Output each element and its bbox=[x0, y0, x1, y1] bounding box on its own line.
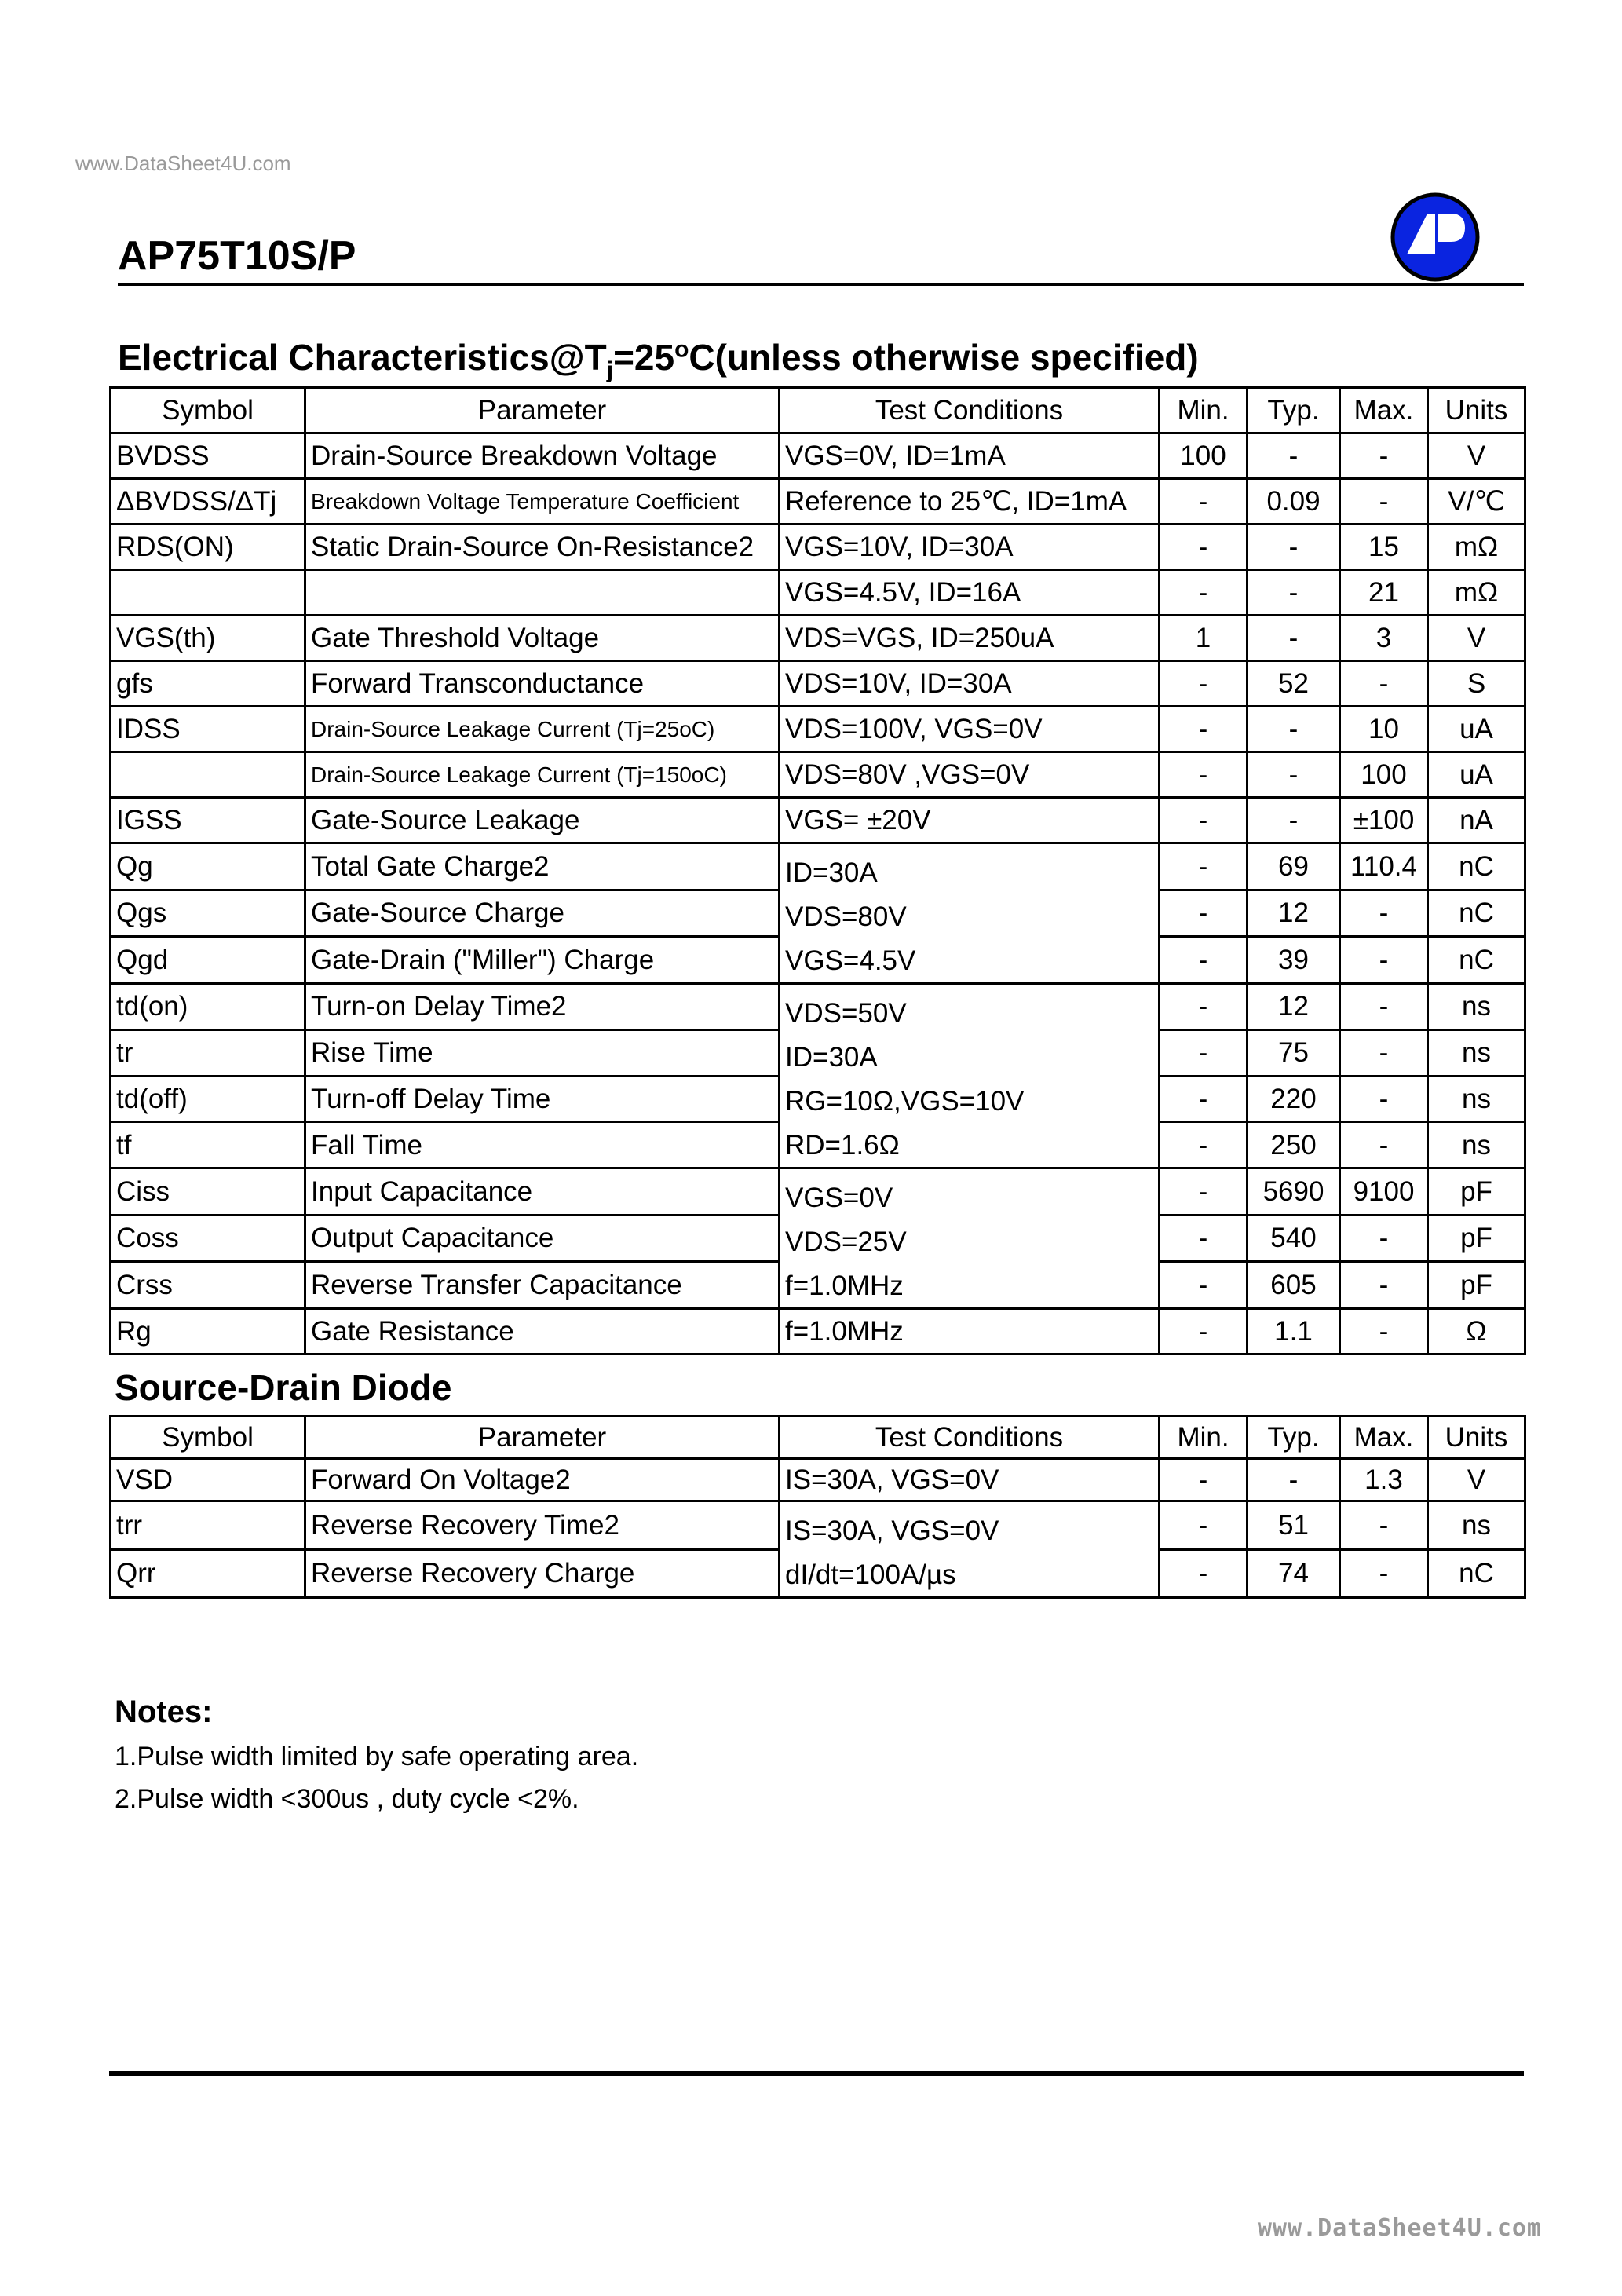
column-header: Max. bbox=[1340, 1417, 1428, 1459]
symbol-cell: Crss bbox=[111, 1262, 305, 1309]
units-cell: uA bbox=[1428, 707, 1525, 752]
max-cell: - bbox=[1340, 479, 1428, 525]
max-cell: - bbox=[1340, 1076, 1428, 1122]
max-cell: 110.4 bbox=[1340, 843, 1428, 890]
symbol-cell: td(off) bbox=[111, 1076, 305, 1122]
table-row bbox=[111, 433, 1525, 479]
condition-line: IS=30A, VGS=0V bbox=[785, 1515, 999, 1546]
table-row bbox=[111, 525, 1525, 570]
units-cell: S bbox=[1428, 661, 1525, 707]
units-cell: pF bbox=[1428, 1168, 1525, 1216]
table-row bbox=[111, 479, 1525, 525]
symbol-cell: IGSS bbox=[111, 798, 305, 843]
parameter-cell: Gate Resistance bbox=[305, 1309, 780, 1355]
condition-line: ID=30A bbox=[785, 1041, 878, 1073]
column-header: Symbol bbox=[111, 388, 305, 433]
symbol-cell: tr bbox=[111, 1029, 305, 1076]
condition-line: VGS=4.5V bbox=[785, 945, 916, 976]
min-cell: - bbox=[1160, 890, 1248, 937]
parameter-cell: Reverse Transfer Capacitance bbox=[305, 1262, 780, 1309]
min-cell: 100 bbox=[1160, 433, 1248, 479]
source-url-bottom: www.DataSheet4U.com bbox=[1257, 2214, 1542, 2242]
parameter-cell: Turn-off Delay Time bbox=[305, 1076, 780, 1122]
symbol-cell: IDSS bbox=[111, 707, 305, 752]
header-rule bbox=[118, 283, 1524, 286]
table-row bbox=[111, 616, 1525, 661]
test-conditions-cell: Reference to 25℃, ID=1mA bbox=[780, 479, 1160, 525]
symbol-cell: Qg bbox=[111, 843, 305, 890]
test-conditions-group-cell bbox=[780, 1168, 1160, 1309]
units-cell: nC bbox=[1428, 890, 1525, 937]
max-cell: - bbox=[1340, 1262, 1428, 1309]
table-row bbox=[111, 707, 1525, 752]
max-cell: - bbox=[1340, 661, 1428, 707]
units-cell: nA bbox=[1428, 798, 1525, 843]
table-row bbox=[111, 570, 1525, 616]
max-cell: - bbox=[1340, 1029, 1428, 1076]
min-cell: - bbox=[1160, 1122, 1248, 1168]
test-conditions-cell: VDS=VGS, ID=250uA bbox=[780, 616, 1160, 661]
typ-cell: 74 bbox=[1248, 1549, 1340, 1598]
test-conditions-group-cell bbox=[780, 1501, 1160, 1598]
min-cell: - bbox=[1160, 661, 1248, 707]
typ-cell: - bbox=[1248, 798, 1340, 843]
units-cell: pF bbox=[1428, 1262, 1525, 1309]
typ-cell: 51 bbox=[1248, 1501, 1340, 1550]
column-header: Test Conditions bbox=[780, 1417, 1160, 1459]
units-cell: mΩ bbox=[1428, 525, 1525, 570]
typ-cell: - bbox=[1248, 433, 1340, 479]
symbol-cell: VGS(th) bbox=[111, 616, 305, 661]
condition-line: dI/dt=100A/µs bbox=[785, 1559, 956, 1590]
notes-title: Notes: bbox=[115, 1695, 213, 1729]
symbol-cell: td(on) bbox=[111, 984, 305, 1030]
min-cell: - bbox=[1160, 1262, 1248, 1309]
units-cell: ns bbox=[1428, 1029, 1525, 1076]
parameter-cell: Turn-on Delay Time2 bbox=[305, 984, 780, 1030]
min-cell: - bbox=[1160, 1029, 1248, 1076]
test-conditions-cell: IS=30A, VGS=0V bbox=[780, 1459, 1160, 1501]
test-conditions-cell: VGS= ±20V bbox=[780, 798, 1160, 843]
test-conditions-cell: VGS=10V, ID=30A bbox=[780, 525, 1160, 570]
column-header: Test Conditions bbox=[780, 388, 1160, 433]
table-row bbox=[111, 984, 1525, 1030]
units-cell: mΩ bbox=[1428, 570, 1525, 616]
parameter-cell: Drain-Source Leakage Current (Tj=150oC) bbox=[305, 752, 780, 798]
table-header-row bbox=[111, 1417, 1525, 1459]
typ-cell: - bbox=[1248, 525, 1340, 570]
typ-cell: - bbox=[1248, 616, 1340, 661]
test-conditions-group-cell bbox=[780, 843, 1160, 984]
units-cell: uA bbox=[1428, 752, 1525, 798]
symbol-cell: Qgd bbox=[111, 937, 305, 984]
condition-line: VDS=25V bbox=[785, 1226, 907, 1257]
column-header: Max. bbox=[1340, 388, 1428, 433]
table-row bbox=[111, 1459, 1525, 1501]
typ-cell: 1.1 bbox=[1248, 1309, 1340, 1355]
max-cell: - bbox=[1340, 1122, 1428, 1168]
max-cell: 15 bbox=[1340, 525, 1428, 570]
column-header: Min. bbox=[1160, 388, 1248, 433]
typ-cell: 0.09 bbox=[1248, 479, 1340, 525]
units-cell: ns bbox=[1428, 984, 1525, 1030]
min-cell: - bbox=[1160, 937, 1248, 984]
source-url-top: www.DataSheet4U.com bbox=[75, 152, 291, 175]
units-cell: V bbox=[1428, 433, 1525, 479]
min-cell: - bbox=[1160, 798, 1248, 843]
parameter-cell: Input Capacitance bbox=[305, 1168, 780, 1216]
symbol-cell: Rg bbox=[111, 1309, 305, 1355]
parameter-cell: Breakdown Voltage Temperature Coefficient bbox=[305, 479, 780, 525]
min-cell: - bbox=[1160, 1309, 1248, 1355]
parameter-cell: Gate-Drain ("Miller") Charge bbox=[305, 937, 780, 984]
units-cell: V bbox=[1428, 616, 1525, 661]
max-cell: 3 bbox=[1340, 616, 1428, 661]
units-cell: ns bbox=[1428, 1501, 1525, 1550]
table-row bbox=[111, 1168, 1525, 1216]
test-conditions-cell: VGS=0V, ID=1mA bbox=[780, 433, 1160, 479]
max-cell: 100 bbox=[1340, 752, 1428, 798]
typ-cell: 540 bbox=[1248, 1215, 1340, 1262]
test-conditions-cell: VDS=100V, VGS=0V bbox=[780, 707, 1160, 752]
condition-line: RG=10Ω,VGS=10V bbox=[785, 1085, 1025, 1117]
column-header: Units bbox=[1428, 388, 1525, 433]
typ-cell: - bbox=[1248, 752, 1340, 798]
typ-cell: 220 bbox=[1248, 1076, 1340, 1122]
table-row bbox=[111, 661, 1525, 707]
table-row bbox=[111, 798, 1525, 843]
typ-cell: 39 bbox=[1248, 937, 1340, 984]
symbol-cell: RDS(ON) bbox=[111, 525, 305, 570]
test-conditions-cell: VDS=10V, ID=30A bbox=[780, 661, 1160, 707]
max-cell: 9100 bbox=[1340, 1168, 1428, 1216]
min-cell: - bbox=[1160, 1168, 1248, 1216]
min-cell: - bbox=[1160, 1076, 1248, 1122]
units-cell: nC bbox=[1428, 1549, 1525, 1598]
symbol-cell: Qrr bbox=[111, 1549, 305, 1598]
company-logo bbox=[1390, 192, 1481, 283]
min-cell: - bbox=[1160, 843, 1248, 890]
units-cell: nC bbox=[1428, 937, 1525, 984]
typ-cell: - bbox=[1248, 707, 1340, 752]
min-cell: - bbox=[1160, 984, 1248, 1030]
condition-line: f=1.0MHz bbox=[785, 1270, 904, 1301]
condition-line: RD=1.6Ω bbox=[785, 1129, 900, 1161]
max-cell: - bbox=[1340, 890, 1428, 937]
column-header: Symbol bbox=[111, 1417, 305, 1459]
parameter-cell: Forward On Voltage2 bbox=[305, 1459, 780, 1501]
min-cell: - bbox=[1160, 1459, 1248, 1501]
table-row bbox=[111, 1501, 1525, 1550]
symbol-cell: BVDSS bbox=[111, 433, 305, 479]
note-item: 1.Pulse width limited by safe operating area. bbox=[115, 1742, 639, 1771]
max-cell: ±100 bbox=[1340, 798, 1428, 843]
test-conditions-group-cell bbox=[780, 984, 1160, 1168]
symbol-cell: Coss bbox=[111, 1215, 305, 1262]
parameter-cell: Drain-Source Leakage Current (Tj=25oC) bbox=[305, 707, 780, 752]
footer-rule bbox=[109, 2071, 1524, 2076]
column-header: Parameter bbox=[305, 1417, 780, 1459]
condition-line: ID=30A bbox=[785, 857, 878, 888]
typ-cell: 12 bbox=[1248, 890, 1340, 937]
parameter-cell: Reverse Recovery Time2 bbox=[305, 1501, 780, 1550]
symbol-cell: VSD bbox=[111, 1459, 305, 1501]
parameter-cell: Static Drain-Source On-Resistance2 bbox=[305, 525, 780, 570]
max-cell: - bbox=[1340, 1549, 1428, 1598]
table-row bbox=[111, 752, 1525, 798]
typ-cell: 52 bbox=[1248, 661, 1340, 707]
min-cell: - bbox=[1160, 525, 1248, 570]
parameter-cell: Fall Time bbox=[305, 1122, 780, 1168]
parameter-cell: Drain-Source Breakdown Voltage bbox=[305, 433, 780, 479]
test-conditions-cell: VGS=4.5V, ID=16A bbox=[780, 570, 1160, 616]
typ-cell: 250 bbox=[1248, 1122, 1340, 1168]
document-title: AP75T10S/P bbox=[118, 233, 356, 279]
parameter-cell bbox=[305, 570, 780, 616]
min-cell: 1 bbox=[1160, 616, 1248, 661]
typ-cell: 605 bbox=[1248, 1262, 1340, 1309]
section-title-diode: Source-Drain Diode bbox=[115, 1367, 452, 1408]
min-cell: - bbox=[1160, 1215, 1248, 1262]
min-cell: - bbox=[1160, 479, 1248, 525]
parameter-cell: Gate-Source Charge bbox=[305, 890, 780, 937]
column-header: Units bbox=[1428, 1417, 1525, 1459]
symbol-cell bbox=[111, 752, 305, 798]
typ-cell: 12 bbox=[1248, 984, 1340, 1030]
units-cell: nC bbox=[1428, 843, 1525, 890]
parameter-cell: Reverse Recovery Charge bbox=[305, 1549, 780, 1598]
parameter-cell: Forward Transconductance bbox=[305, 661, 780, 707]
condition-line: VGS=0V bbox=[785, 1182, 893, 1213]
min-cell: - bbox=[1160, 1549, 1248, 1598]
max-cell: 1.3 bbox=[1340, 1459, 1428, 1501]
symbol-cell: Qgs bbox=[111, 890, 305, 937]
source-drain-diode-table bbox=[109, 1415, 1526, 1599]
parameter-cell: Rise Time bbox=[305, 1029, 780, 1076]
test-conditions-cell: f=1.0MHz bbox=[780, 1309, 1160, 1355]
column-header: Min. bbox=[1160, 1417, 1248, 1459]
max-cell: - bbox=[1340, 1309, 1428, 1355]
symbol-cell: Ciss bbox=[111, 1168, 305, 1216]
typ-cell: 75 bbox=[1248, 1029, 1340, 1076]
column-header: Parameter bbox=[305, 388, 780, 433]
column-header: Typ. bbox=[1248, 388, 1340, 433]
parameter-cell: Output Capacitance bbox=[305, 1215, 780, 1262]
note-item: 2.Pulse width <300us , duty cycle <2%. bbox=[115, 1784, 579, 1814]
symbol-cell: gfs bbox=[111, 661, 305, 707]
max-cell: 21 bbox=[1340, 570, 1428, 616]
typ-cell: - bbox=[1248, 570, 1340, 616]
min-cell: - bbox=[1160, 752, 1248, 798]
symbol-cell: trr bbox=[111, 1501, 305, 1550]
units-cell: ns bbox=[1428, 1076, 1525, 1122]
condition-line: VDS=80V bbox=[785, 901, 907, 932]
min-cell: - bbox=[1160, 570, 1248, 616]
units-cell: pF bbox=[1428, 1215, 1525, 1262]
table-header-row bbox=[111, 388, 1525, 433]
test-conditions-cell: VDS=80V ,VGS=0V bbox=[780, 752, 1160, 798]
typ-cell: 69 bbox=[1248, 843, 1340, 890]
max-cell: - bbox=[1340, 937, 1428, 984]
max-cell: - bbox=[1340, 1215, 1428, 1262]
units-cell: V/℃ bbox=[1428, 479, 1525, 525]
parameter-cell: Gate-Source Leakage bbox=[305, 798, 780, 843]
section-title-electrical: Electrical $Characteristics@T_j=25^oC(unless$ otherwise specified) bbox=[118, 336, 1199, 384]
parameter-cell: Total Gate Charge2 bbox=[305, 843, 780, 890]
max-cell: - bbox=[1340, 433, 1428, 479]
table-row bbox=[111, 1309, 1525, 1355]
symbol-cell bbox=[111, 570, 305, 616]
max-cell: - bbox=[1340, 984, 1428, 1030]
units-cell: V bbox=[1428, 1459, 1525, 1501]
symbol-cell: tf bbox=[111, 1122, 305, 1168]
max-cell: 10 bbox=[1340, 707, 1428, 752]
typ-cell: 5690 bbox=[1248, 1168, 1340, 1216]
units-cell: Ω bbox=[1428, 1309, 1525, 1355]
column-header: Typ. bbox=[1248, 1417, 1340, 1459]
min-cell: - bbox=[1160, 1501, 1248, 1550]
condition-line: VDS=50V bbox=[785, 997, 907, 1029]
max-cell: - bbox=[1340, 1501, 1428, 1550]
electrical-characteristics-table bbox=[109, 386, 1526, 1355]
units-cell: ns bbox=[1428, 1122, 1525, 1168]
parameter-cell: Gate Threshold Voltage bbox=[305, 616, 780, 661]
typ-cell: - bbox=[1248, 1459, 1340, 1501]
table-row bbox=[111, 843, 1525, 890]
min-cell: - bbox=[1160, 707, 1248, 752]
symbol-cell: ΔBVDSS/ΔTj bbox=[111, 479, 305, 525]
